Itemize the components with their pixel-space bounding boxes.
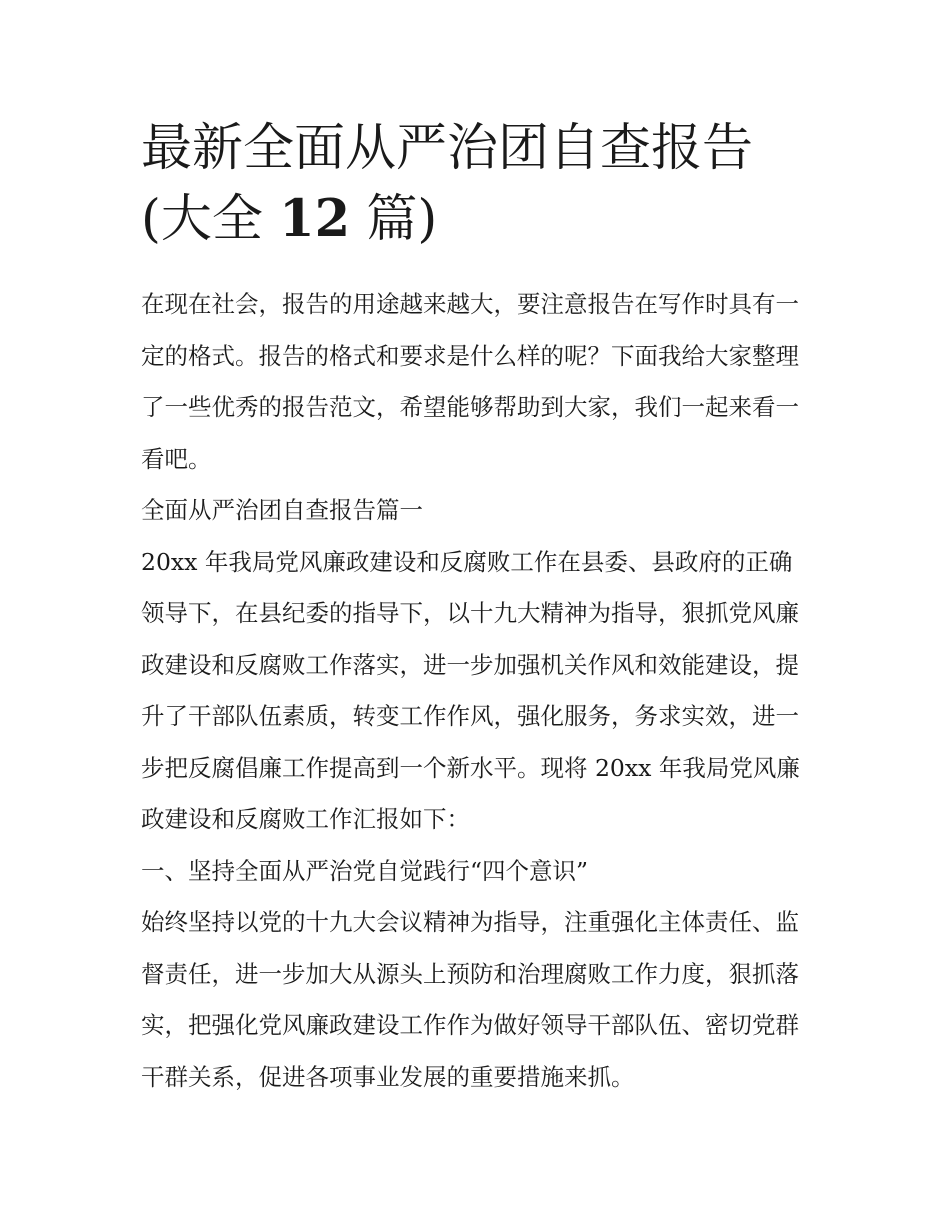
title-number: 12 — [279, 189, 351, 249]
document-body — [141, 279, 813, 1103]
document-title — [141, 114, 821, 255]
subsection-paragraph: 始终坚持以党的十九大会议精神为指导，注重强化主体责任、监督责任，进一步加大从源头上预防和治理腐败工作力度，狠抓落实，把强化党风廉政建设工作作为做好领导干部队伍、密切党群干群关系，促进各项事业发展的重要措施来抓。 — [141, 908, 799, 1091]
report-paragraph: 20xx 年我局党风廉政建设和反腐败工作在县委、县政府的正确领导下，在县纪委的指导下，以十九大精神为指导，狠抓党风廉政建设和反腐败工作落实，进一步加强机关作风和效能建设，提升了干部队伍素质，转变工作作风，强化服务，务求实效，进一步把反腐倡廉工作提高到一个新水平。现将 20xx 年我局党风廉政建设和反腐败工作汇报如下： — [141, 547, 800, 833]
title-suffix: 篇) — [366, 190, 438, 249]
section-heading-part-one: 全面从严治团自查报告篇一 — [141, 496, 423, 524]
title-text: 最新全面从严治团自查报告(大全 — [141, 119, 754, 249]
intro-paragraph: 在现在社会，报告的用途越来越大，要注意报告在写作时具有一定的格式。报告的格式和要求是什么样的呢？下面我给大家整理了一些优秀的报告范文，希望能够帮助到大家，我们一起来看一看吧。 — [141, 290, 799, 473]
subsection-heading: 一、坚持全面从严治党自觉践行“四个意识” — [141, 856, 589, 885]
